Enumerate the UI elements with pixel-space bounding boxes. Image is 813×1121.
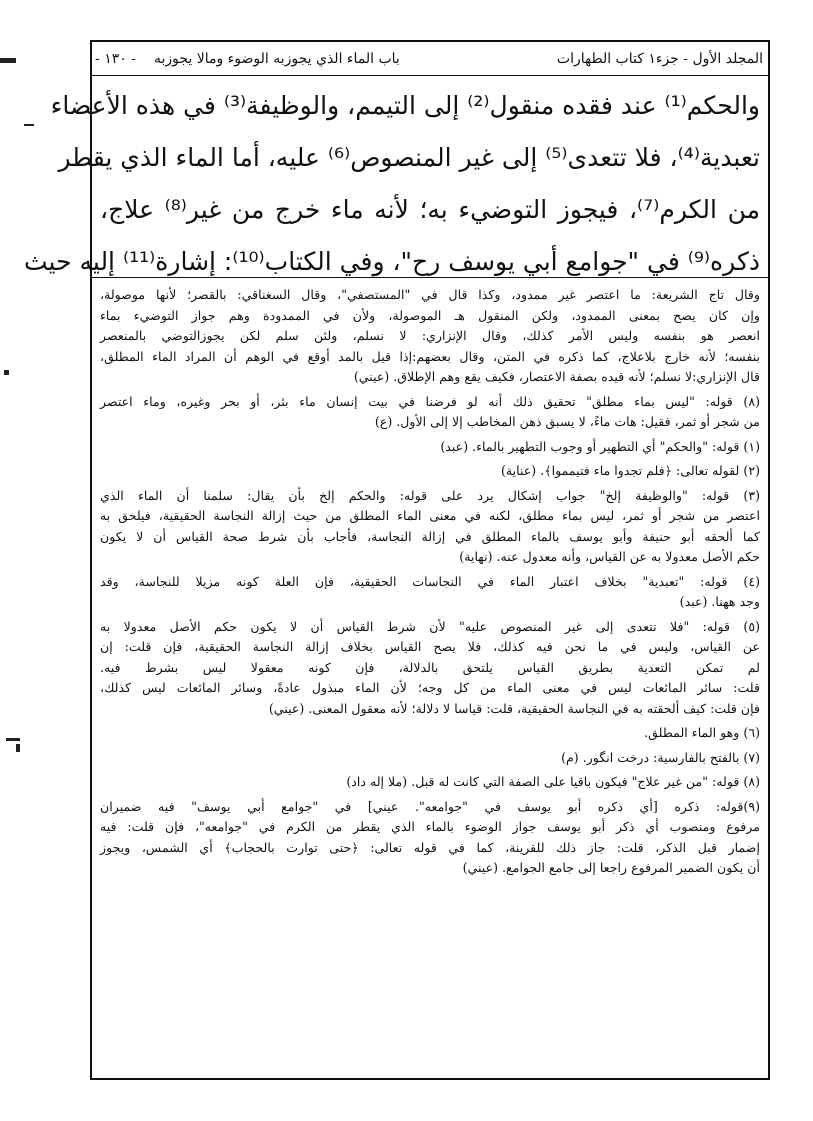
main-text [24, 80, 760, 288]
footnote-block [100, 617, 760, 720]
footnote-block [100, 772, 760, 793]
footnote-line: (٧) بالفتح بالفارسية: درخت انگور. (م) [561, 749, 760, 765]
main-line: تعبدية⁽⁴⁾، فلا تتعدى⁽⁵⁾ إلى غير المنصوص⁽⁶⁾ عليه، أما الماء الذي يقطر [58, 143, 760, 172]
footnote-line: من شجر أو ثمر، فقيل: هات ماءً، لا يسبق ذهن المخاطب إلا إلى الأول. (ع) [374, 414, 760, 429]
footnote-line: وقال تاج الشريعة: ما اعتصر غير ممدود، وكذا قال في "المستصفي"، وقال السغناقي: بالقصر؛ لأنها موصولة، [100, 287, 760, 302]
footnote-line: (٨) قوله: "من غير علاج" فيكون باقيا على الصفة التي كانت له قبل. (ملا إله داد) [346, 774, 760, 789]
scan-speck [0, 58, 16, 63]
footnote-line: أن يكون الضمير المرفوع راجعا إلى جامع الجوامع. (عيني) [462, 860, 760, 875]
footnote-rule [92, 277, 768, 278]
main-line: من الكرم⁽⁷⁾، فيجوز التوضيء به؛ لأنه ماء خرج من غير⁽⁸⁾ علاج، [100, 195, 760, 224]
footnote-block [100, 285, 760, 388]
footnote-block [100, 486, 760, 568]
footnote-line: وجد ههنا. (عبد) [679, 594, 760, 609]
header-rule [92, 75, 768, 76]
footnote-line: انعصر هو بنفسه وليس الأمر كذلك، وقال الإنزاري: لا نسلم، ولئن سلم لكن يجوزالتوضي بالمنعصر [100, 328, 760, 343]
footnote-line: مرفوع ومنصوب أي ذكر أبو يوسف جواز الوضوء بالماء الذي يقطر من الكرم في "جوامعه"، فإن قلت: فيه [100, 819, 760, 834]
footnote-line: كما ألحقه أبو حنيفة وأبو يوسف بالماء المطلق في إزالة النجاسة، فأجاب بأن شرط صحة القياس أن لا يكون [100, 528, 760, 544]
main-line: والحكم⁽¹⁾ عند فقده منقول⁽²⁾ إلى التيمم، والوظيفة⁽³⁾ في هذه الأعضاء [50, 91, 760, 120]
header-right [95, 51, 400, 67]
footnote-line: (٥) قوله: "فلا تتعدى إلى غير المنصوص عليه" لأن شرط القياس أن لا يكون حكم الأصل معدولا به [100, 618, 760, 634]
footnote-line: (٢) لقوله تعالى: ﴿فلم تجدوا ماء فتيمموا﴾. (عناية) [500, 463, 760, 478]
footnote-line: قلت: سائر المائعات ليس في معنى الماء من كل وجه؛ لأن الماء مبذول عادةً، وسائر المائعات ليس كذلك، [100, 680, 760, 695]
footnote-line: (٤) قوله: "تعبدية" بخلاف اعتبار الماء في النجاسات الحقيقية، فإن العلة كونه مزيلا للنجاسة، وقد [100, 573, 760, 589]
scan-speck [6, 738, 20, 741]
footnote-line: (٩)قوله: ذكره [أي ذكره أبو يوسف في "جوامعه". عيني] في "جوامع أبي يوسف" فيه ضميران [100, 798, 760, 814]
footnote-line: (١) قوله: "والحكم" أي التطهير أو وجوب التطهير بالماء. (عبد) [440, 438, 760, 454]
footnote-block [100, 392, 760, 433]
footnote-line: قال الإنزاري:لا نسلم؛ لأنه قيده بصفة الاعتصار، فكيف يقع وهم الإطلاق. (عيني) [353, 369, 760, 384]
scan-speck [16, 744, 20, 752]
footnote-line: بنفسه؛ لأنه خارج بلاعلاج، كما ذكره في المتن، وقال بعضهم:إذا قيل بالمد أوقع في الوهم أن المراد الماء المطلق، [100, 348, 760, 364]
footnote-block [100, 723, 760, 744]
scan-speck [4, 370, 9, 375]
scan-speck [24, 124, 34, 126]
footnote-line: وإن كان يصح بمعنى الممدود، ولكن المنقول هـ الموصولة، ولأن في الممدودة وهم جواز التوضيء بماء [100, 307, 760, 323]
footnote-line: فإن قلت: كيف ألحقته به في النجاسة الحقيقية، قلت: قياسا لا دلالة؛ لأنه معقول المعنى. (عيني) [268, 700, 760, 716]
footnote-line: إضمار قبل الذكر، قلت: جاز ذلك للقرينة، كما في قوله تعالى: ﴿حتى توارت بالحجاب﴾ أي الشمس، ويجوز [100, 839, 760, 855]
footnote-line: لم تمكن التعدية بطريق القياس يلتحق بالدلالة، فإن كونه معقولا ليس بشرط فيه. [100, 659, 760, 675]
footnote-line: (٨) قوله: "ليس بماء مطلق" تحقيق ذلك أنه لو فرضنا في بيت إنسان ماء بئر، أو بحر وغيره، وماء اعتصر [100, 393, 760, 409]
footnote-line: (٦) وهو الماء المطلق. [644, 725, 760, 740]
chapter-title: باب الماء الذي يجوزبه الوضوء ومالا يجوزبه [153, 51, 400, 67]
main-line: ذكره⁽⁹⁾ في "جوامع أبي يوسف رح"، وفي الكتاب⁽¹⁰⁾: إشارة⁽¹¹⁾ إليه حيث [24, 247, 760, 276]
footnote-block [100, 572, 760, 613]
page-number: - ١٣٠ - [95, 51, 136, 67]
footnote-block [100, 797, 760, 879]
footnotes [100, 285, 760, 883]
page-header [95, 44, 763, 74]
footnote-block [100, 461, 760, 482]
footnote-line: حكم الأصل معدولا به عن القياس، وأنه معدول عنه. (نهاية) [459, 549, 760, 564]
running-title: المجلد الأول - جزء١ كتاب الطهارات [556, 51, 763, 67]
footnote-line: اعتصر من شجر أو ثمر، ليس بماء مطلق، لكنه في معنى الماء المطلق من حيث إزالة النجاسة الحقيقية، فيلحق به [100, 508, 760, 523]
footnote-block [100, 437, 760, 458]
footnote-line: (٣) قوله: "والوظيفة إلخ" جواب إشكال يرد على قوله: والحكم إلخ بأن يقال: سلمنا أن الماء الذي [100, 487, 760, 503]
footnote-block [100, 748, 760, 769]
footnote-line: عن القياس، وليس في ما نحن فيه كذلك، فلا يصح القياس بخلاف إزالة النجاسة الحقيقية، فإن قلت: إن [100, 639, 760, 654]
